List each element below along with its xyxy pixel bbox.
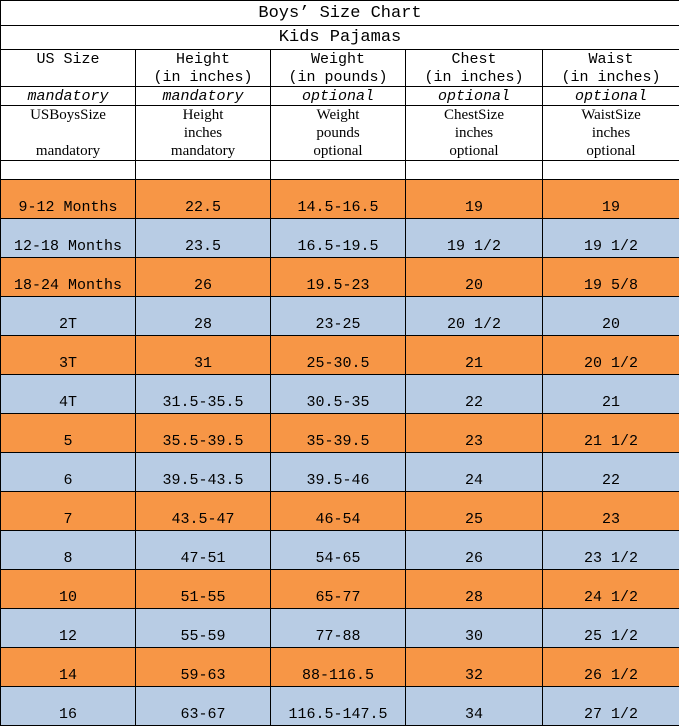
cell-weight: 30.5-35	[271, 375, 406, 414]
header-cell: Weight	[271, 50, 406, 69]
chart-title: Boys’ Size Chart	[1, 1, 679, 26]
header-cell: inches	[543, 124, 679, 142]
cell-chest: 20	[406, 258, 543, 297]
table-row	[1, 570, 679, 609]
cell-waist: 22	[543, 453, 679, 492]
header-cell: inches	[406, 124, 543, 142]
cell-chest: 20 1/2	[406, 297, 543, 336]
header-cell: optional	[543, 142, 679, 161]
cell-size: 12-18 Months	[1, 219, 136, 258]
cell-chest: 30	[406, 609, 543, 648]
cell-chest: 24	[406, 453, 543, 492]
header-cell: (in inches)	[543, 68, 679, 87]
cell-waist: 19 1/2	[543, 219, 679, 258]
cell-height: 28	[136, 297, 271, 336]
header-cell: optional	[543, 87, 679, 106]
cell-chest: 21	[406, 336, 543, 375]
cell-waist: 23	[543, 492, 679, 531]
chart-subtitle: Kids Pajamas	[1, 26, 679, 50]
header-cell: mandatory	[136, 87, 271, 106]
table-row	[1, 687, 679, 726]
header-cell: Chest	[406, 50, 543, 69]
cell-waist: 19	[543, 180, 679, 219]
table-row	[1, 414, 679, 453]
cell-height: 63-67	[136, 687, 271, 726]
header-cell: Weight	[271, 106, 406, 125]
cell-height: 31	[136, 336, 271, 375]
cell-size: 3T	[1, 336, 136, 375]
header-row-5	[1, 124, 679, 142]
header-cell: USBoysSize	[1, 106, 136, 125]
cell-size: 14	[1, 648, 136, 687]
cell-height: 59-63	[136, 648, 271, 687]
table-row	[1, 336, 679, 375]
cell-size: 5	[1, 414, 136, 453]
header-cell: (in pounds)	[271, 68, 406, 87]
cell-waist: 19 5/8	[543, 258, 679, 297]
cell-size: 8	[1, 531, 136, 570]
cell-size: 7	[1, 492, 136, 531]
header-cell: mandatory	[1, 87, 136, 106]
cell-size: 12	[1, 609, 136, 648]
header-cell: inches	[136, 124, 271, 142]
table-row	[1, 492, 679, 531]
header-cell: WaistSize	[543, 106, 679, 125]
cell-height: 22.5	[136, 180, 271, 219]
cell-height: 35.5-39.5	[136, 414, 271, 453]
cell-height: 39.5-43.5	[136, 453, 271, 492]
cell-waist: 20	[543, 297, 679, 336]
cell-size: 16	[1, 687, 136, 726]
spacer-row	[1, 161, 679, 180]
header-cell: Height	[136, 50, 271, 69]
cell-weight: 23-25	[271, 297, 406, 336]
cell-chest: 25	[406, 492, 543, 531]
header-cell: mandatory	[136, 142, 271, 161]
cell-height: 43.5-47	[136, 492, 271, 531]
cell-height: 55-59	[136, 609, 271, 648]
cell-waist: 25 1/2	[543, 609, 679, 648]
cell-waist: 24 1/2	[543, 570, 679, 609]
cell-height: 31.5-35.5	[136, 375, 271, 414]
cell-waist: 26 1/2	[543, 648, 679, 687]
cell-weight: 88-116.5	[271, 648, 406, 687]
header-cell: Waist	[543, 50, 679, 69]
cell-weight: 25-30.5	[271, 336, 406, 375]
cell-waist: 23 1/2	[543, 531, 679, 570]
header-row-3	[1, 87, 679, 106]
cell-waist: 27 1/2	[543, 687, 679, 726]
header-cell: pounds	[271, 124, 406, 142]
header-cell: US Size	[1, 50, 136, 69]
header-cell: optional	[271, 142, 406, 161]
header-cell	[1, 68, 136, 87]
table-row	[1, 180, 679, 219]
cell-chest: 22	[406, 375, 543, 414]
table-row	[1, 297, 679, 336]
header-row-4	[1, 106, 679, 125]
cell-weight: 77-88	[271, 609, 406, 648]
header-cell: mandatory	[1, 142, 136, 161]
header-cell: Height	[136, 106, 271, 125]
header-cell: (in inches)	[406, 68, 543, 87]
table-row	[1, 219, 679, 258]
header-cell: optional	[406, 142, 543, 161]
table-row	[1, 609, 679, 648]
cell-height: 26	[136, 258, 271, 297]
table-row	[1, 531, 679, 570]
table-row	[1, 375, 679, 414]
cell-weight: 116.5-147.5	[271, 687, 406, 726]
header-row-6	[1, 142, 679, 161]
cell-weight: 14.5-16.5	[271, 180, 406, 219]
cell-size: 4T	[1, 375, 136, 414]
cell-height: 47-51	[136, 531, 271, 570]
cell-waist: 21	[543, 375, 679, 414]
cell-chest: 26	[406, 531, 543, 570]
table-row	[1, 453, 679, 492]
cell-weight: 39.5-46	[271, 453, 406, 492]
cell-weight: 65-77	[271, 570, 406, 609]
cell-chest: 19	[406, 180, 543, 219]
cell-height: 51-55	[136, 570, 271, 609]
cell-size: 10	[1, 570, 136, 609]
cell-chest: 23	[406, 414, 543, 453]
table-row	[1, 258, 679, 297]
cell-chest: 28	[406, 570, 543, 609]
cell-weight: 46-54	[271, 492, 406, 531]
cell-waist: 21 1/2	[543, 414, 679, 453]
header-cell: ChestSize	[406, 106, 543, 125]
header-row-2	[1, 68, 679, 87]
cell-waist: 20 1/2	[543, 336, 679, 375]
table-row	[1, 648, 679, 687]
cell-chest: 19 1/2	[406, 219, 543, 258]
cell-height: 23.5	[136, 219, 271, 258]
cell-weight: 16.5-19.5	[271, 219, 406, 258]
cell-chest: 32	[406, 648, 543, 687]
header-cell: optional	[406, 87, 543, 106]
cell-chest: 34	[406, 687, 543, 726]
cell-weight: 19.5-23	[271, 258, 406, 297]
cell-weight: 54-65	[271, 531, 406, 570]
header-row-1	[1, 50, 679, 69]
cell-size: 6	[1, 453, 136, 492]
header-cell	[1, 124, 136, 142]
header-cell: (in inches)	[136, 68, 271, 87]
cell-size: 18-24 Months	[1, 258, 136, 297]
cell-weight: 35-39.5	[271, 414, 406, 453]
cell-size: 9-12 Months	[1, 180, 136, 219]
header-cell: optional	[271, 87, 406, 106]
cell-size: 2T	[1, 297, 136, 336]
